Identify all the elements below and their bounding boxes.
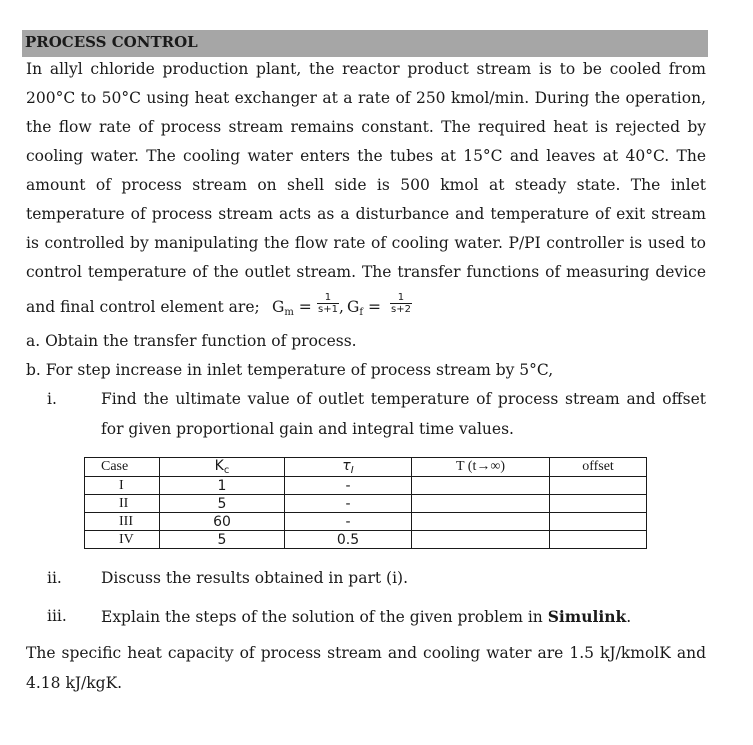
- sub-ii-text: Discuss the results obtained in part (i).: [101, 569, 408, 587]
- statement-line: is controlled by manipulating the flow rate of cooling water. P/PI controller is used to: [26, 234, 706, 252]
- section-header-bar: [22, 30, 708, 57]
- sub-iii-text: Explain the steps of the solution of the given problem in Simulink.: [101, 607, 632, 626]
- transfer-function-line: [26, 292, 706, 326]
- comma-separator: ,: [339, 298, 344, 316]
- cell-tau: -: [285, 495, 412, 513]
- statement-line: temperature of process stream acts as a disturbance and temperature of exit stream: [26, 205, 706, 223]
- problem-statement: [26, 55, 706, 287]
- statement-line: amount of process stream on shell side is 500 kmol at steady state. The inlet: [26, 176, 706, 194]
- cell-offset: [550, 477, 647, 495]
- table-row: [85, 513, 647, 531]
- cell-tau: -: [285, 477, 412, 495]
- formula-prefix: and final control element are;: [26, 298, 260, 316]
- statement-line: cooling water. The cooling water enters the tubes at 15°C and leaves at 40°C. The: [26, 147, 706, 165]
- gf-numerator: 1: [390, 292, 412, 304]
- cell-offset: [550, 531, 647, 549]
- table-row: [85, 477, 647, 495]
- gf-symbol: $G_f$ =: [347, 298, 382, 318]
- header-offset: offset: [550, 458, 647, 477]
- section-title: PROCESS CONTROL: [25, 33, 198, 51]
- cell-t-infinity: [412, 513, 550, 531]
- gm-fraction: [317, 292, 339, 315]
- header-t-infinity: T (t→∞): [412, 458, 550, 477]
- statement-line: 200°C to 50°C using heat exchanger at a rate of 250 kmol/min. During the operation,: [26, 89, 706, 107]
- cell-t-infinity: [412, 477, 550, 495]
- cell-t-infinity: [412, 531, 550, 549]
- cell-tau: -: [285, 513, 412, 531]
- header-tau: $\tau_I$: [285, 458, 412, 477]
- sub-iii-marker: iii.: [47, 607, 67, 625]
- part-b: b. For step increase in inlet temperature of process stream by 5°C,: [26, 361, 554, 379]
- cell-case: II: [85, 495, 160, 513]
- cell-tau: 0.5: [285, 531, 412, 549]
- cell-kc: 60: [160, 513, 285, 531]
- sub-i-line1: Find the ultimate value of outlet temperature of process stream and offset: [101, 390, 706, 408]
- header-kc: $K_c$: [160, 458, 285, 477]
- cell-offset: [550, 495, 647, 513]
- cell-t-infinity: [412, 495, 550, 513]
- cell-case: I: [85, 477, 160, 495]
- table-row: [85, 531, 647, 549]
- cell-case: IV: [85, 531, 160, 549]
- gf-fraction: [390, 292, 412, 315]
- statement-line: In allyl chloride production plant, the reactor product stream is to be cooled from: [26, 60, 706, 78]
- statement-line: control temperature of the outlet stream. The transfer functions of measuring device: [26, 263, 706, 281]
- cell-kc: 5: [160, 495, 285, 513]
- cell-kc: 5: [160, 531, 285, 549]
- gf-denominator: s+2: [391, 304, 411, 315]
- table-header-row: [85, 458, 647, 477]
- sub-i-marker: i.: [47, 390, 57, 408]
- header-case: Case: [85, 458, 160, 477]
- gm-symbol: $G_m$ =: [272, 298, 312, 318]
- gm-numerator: 1: [317, 292, 339, 304]
- cell-offset: [550, 513, 647, 531]
- simulink-keyword: Simulink: [547, 607, 627, 626]
- closing-line1: The specific heat capacity of process stream and cooling water are 1.5 kJ/kmolK and: [26, 644, 706, 662]
- closing-line2: 4.18 kJ/kgK.: [26, 674, 123, 692]
- sub-ii-marker: ii.: [47, 569, 62, 587]
- gm-denominator: s+1: [318, 304, 338, 315]
- statement-line: the flow rate of process stream remains constant. The required heat is rejected by: [26, 118, 706, 136]
- cell-case: III: [85, 513, 160, 531]
- sub-i-line2: for given proportional gain and integral time values.: [101, 420, 514, 438]
- results-table: [84, 457, 647, 549]
- part-a: a. Obtain the transfer function of process.: [26, 332, 357, 350]
- table-row: [85, 495, 647, 513]
- cell-kc: 1: [160, 477, 285, 495]
